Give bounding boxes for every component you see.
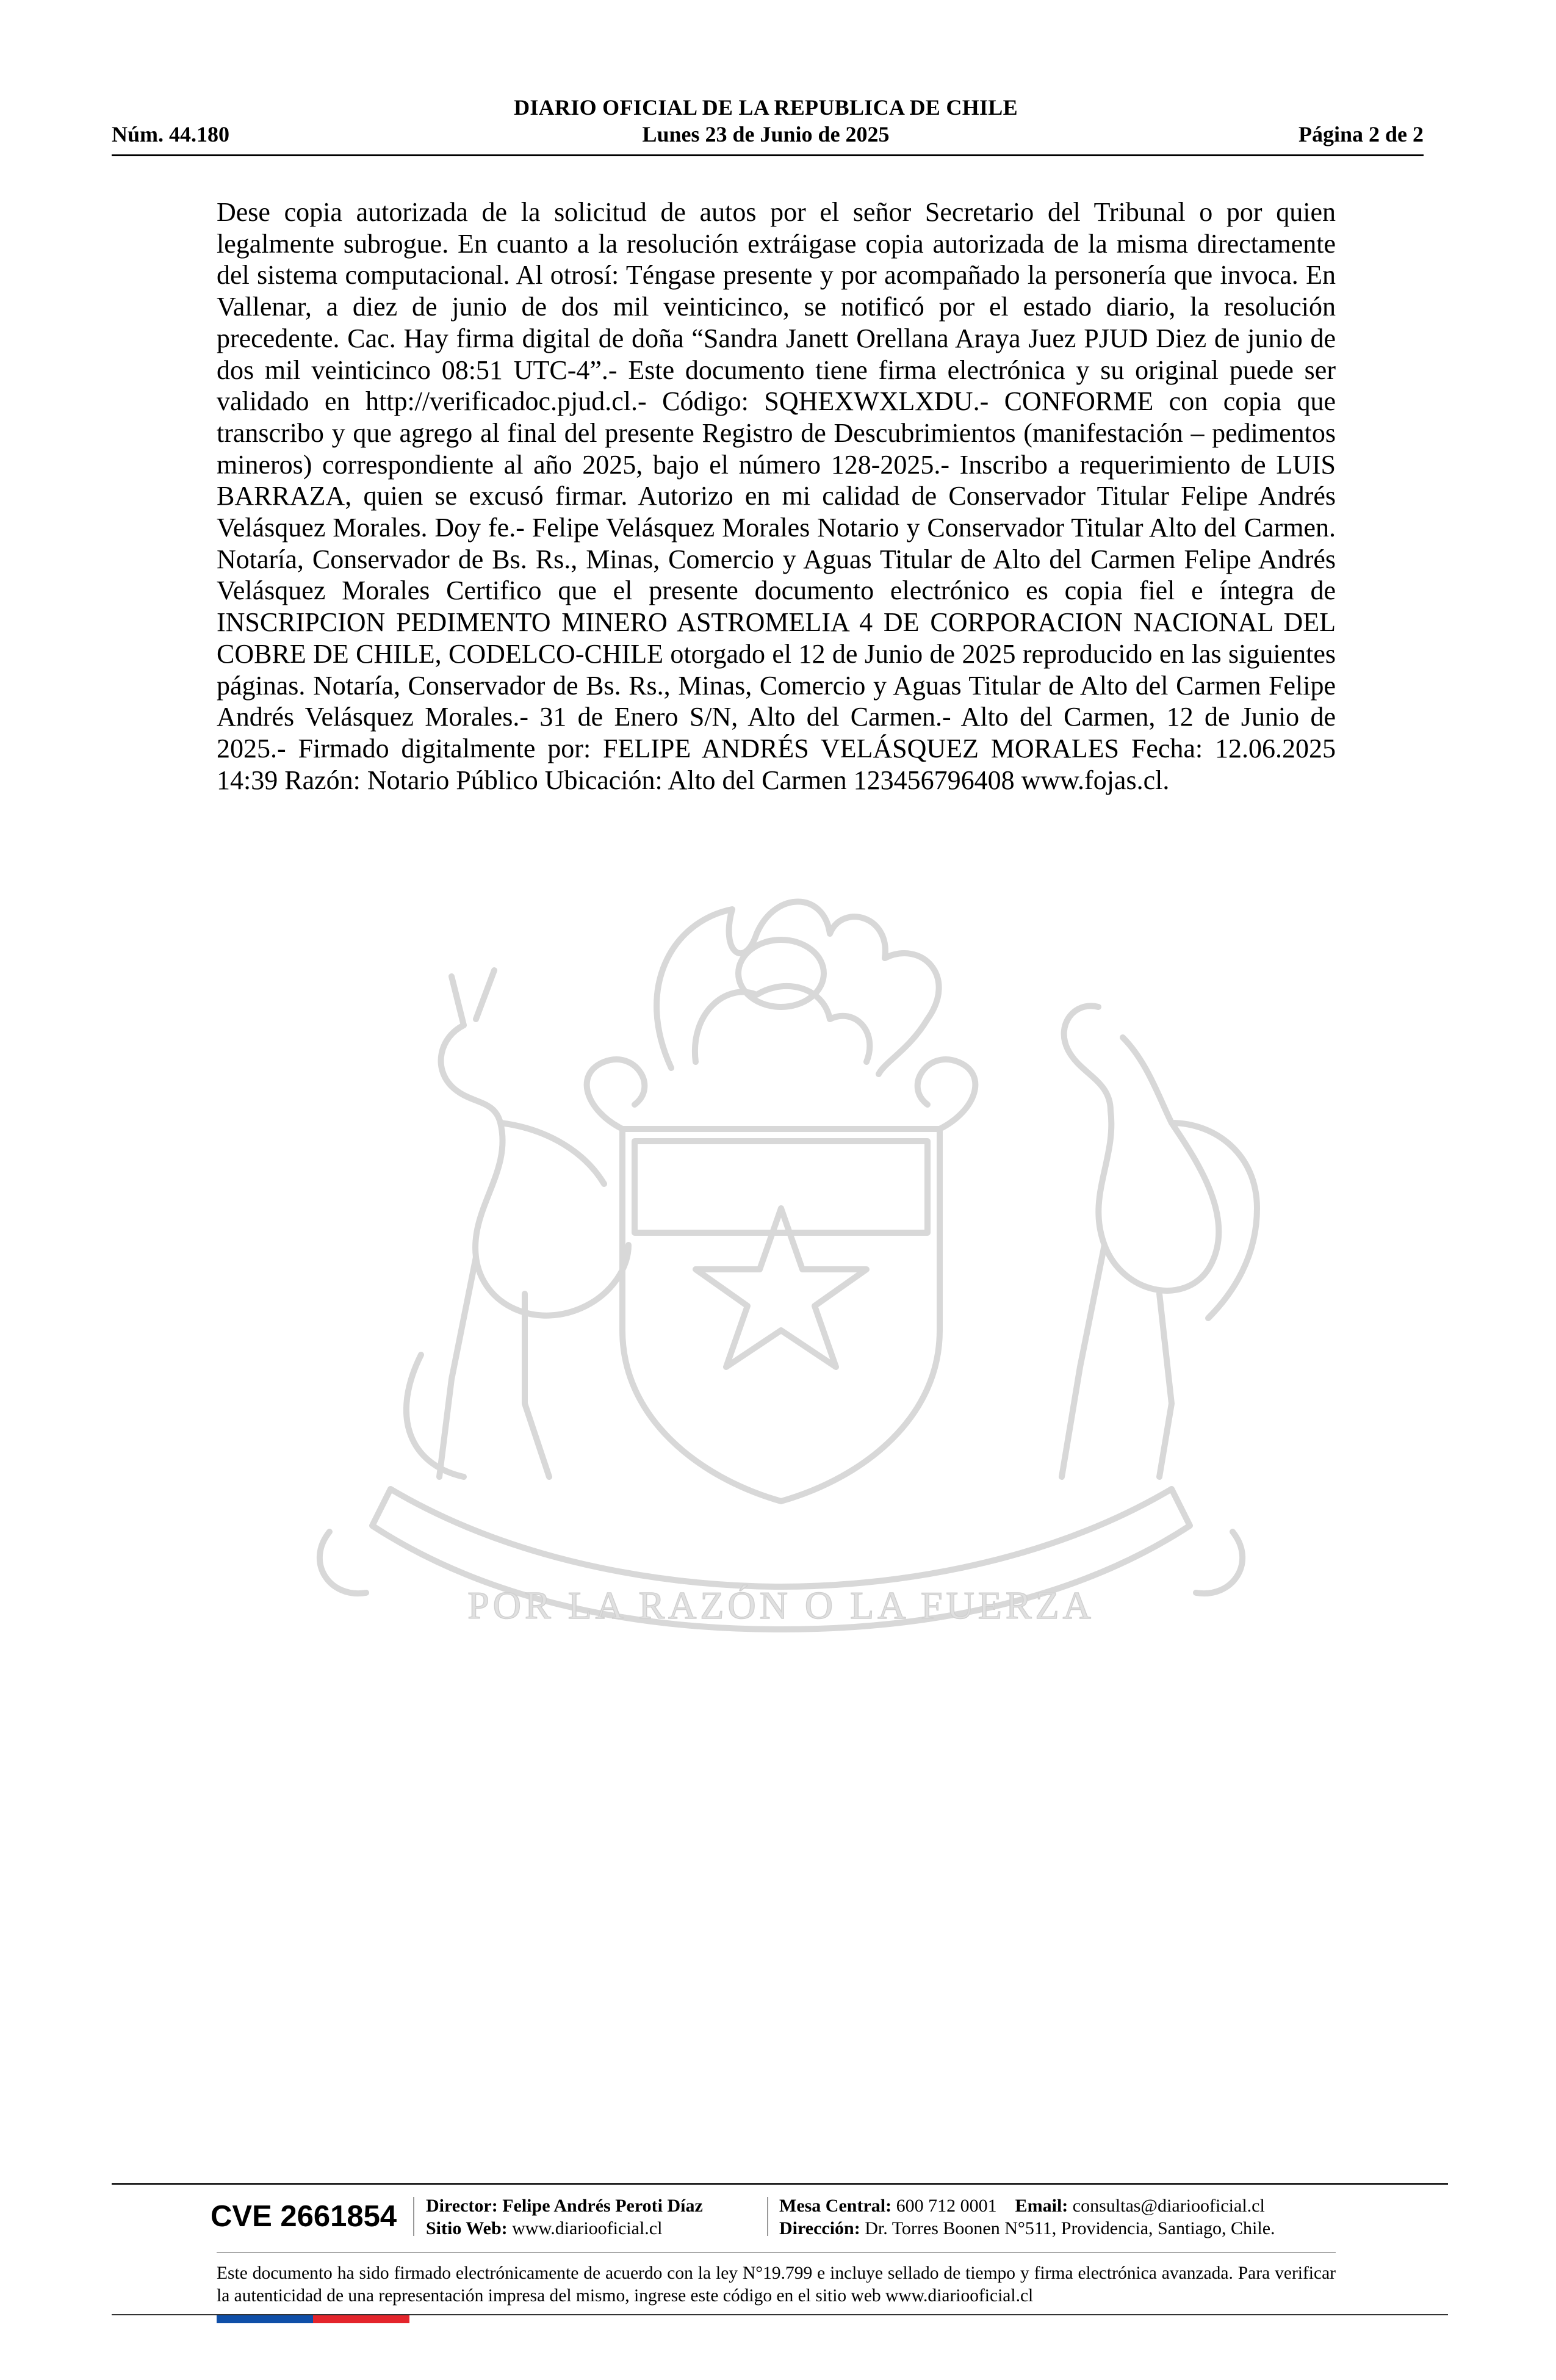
header-row [112,121,1424,150]
email-label: Email: [1015,2196,1068,2216]
flag-red-segment [313,2315,409,2323]
signature-disclaimer: Este documento ha sido firmado electrónicamente de acuerdo con la ley N°19.799 e incluye sellado de tiempo y firma electrónica avanzada. Para verificar la autenticidad de una representación impresa del mismo, ingrese este código en el sitio web www.diariooficial.cl [217,2263,1336,2306]
director-label: Director: [426,2196,498,2216]
issue-date: Lunes 23 de Junio de 2025 [642,122,890,146]
document-body: Dese copia autorizada de la solicitud de autos por el señor Secretario del Tribunal o por quien legalmente subrogue. En cuanto a la resolución extráigase copia autorizada de la misma directamente del sistema computacional. Al otrosí: Téngase presente y por acompañado la personería que invoca. En Vallenar, a diez de junio de dos mil veinticinco, se notificó por el estado diario, la resolución precedente. Cac. Hay firma digital de doña “Sandra Janett Orellana Araya Juez PJUD Diez de junio de dos mil veinticinco 08:51 UTC-4”.- Este documento tiene firma electrónica y su original puede ser validado en http://verificadoc.pjud.cl.- Código: SQHEXWXLXDU.- CONFORME con copia que transcribo y que agrego al final del presente Registro de Descubrimientos (manifestación – pedimentos mineros) correspondiente al año 2025, bajo el número 128-2025.- Inscribo a requerimiento de LUIS BARRAZA, quien se excusó firmar. Autorizo en mi calidad de Conservador Titular Felipe Andrés Velásquez Morales. Doy fe.- Felipe Velásquez Morales Notario y Conservador Titular Alto del Carmen. Notaría, Conservador de Bs. Rs., Minas, Comercio y Aguas Titular de Alto del Carmen Felipe Andrés Velásquez Morales Certifico que el presente documento electrónico es copia fiel e íntegra de INSCRIPCION PEDIMENTO MINERO ASTROMELIA 4 DE CORPORACION NACIONAL DEL COBRE DE CHILE, CODELCO-CHILE otorgado el 12 de Junio de 2025 reproducido en las siguientes páginas. Notaría, Conservador de Bs. Rs., Minas, Comercio y Aguas Titular de Alto del Carmen Felipe Andrés Velásquez Morales.- 31 de Enero S/N, Alto del Carmen.- Alto del Carmen, 12 de Junio de 2025.- Firmado digitalmente por: FELIPE ANDRÉS VELÁSQUEZ MORALES Fecha: 12.06.2025 14:39 Razón: Notario Público Ubicación: Alto del Carmen 123456796408 www.fojas.cl. [217,197,1336,795]
footer-divider-top [112,2183,1448,2185]
footer-separator [767,2197,768,2236]
web-line [426,2217,703,2240]
address-value: Dr. Torres Boonen N°511, Providencia, Santiago, Chile. [865,2218,1275,2238]
footer-separator [413,2197,414,2236]
web-label: Sitio Web: [426,2218,508,2238]
address-line [779,2217,1275,2240]
mesa-phone: 600 712 0001 [896,2196,997,2216]
email-address[interactable]: consultas@diariooficial.cl [1072,2196,1265,2216]
page-indicator: Página 2 de 2 [1298,122,1424,146]
issue-number: Núm. 44.180 [112,122,230,146]
address-label: Dirección: [779,2218,860,2238]
newspaper-title: DIARIO OFICIAL DE LA REPUBLICA DE CHILE [514,95,1018,120]
chile-flag-stripe [217,2315,409,2323]
watermark-motto: POR LA RAZÓN O LA FUERZA [467,1584,1095,1627]
coat-of-arms-watermark [207,867,1355,1660]
header-divider [112,154,1424,156]
director-line [426,2194,703,2217]
contact-line [779,2194,1275,2217]
web-link[interactable]: www.diariooficial.cl [512,2218,663,2238]
director-name: Felipe Andrés Peroti Díaz [502,2196,703,2216]
footer-divider-mid [217,2252,1336,2253]
cve-code: CVE 2661854 [211,2200,397,2233]
footer-contact-block [779,2194,1275,2240]
footer-director-block [426,2194,703,2240]
flag-blue-segment [217,2315,313,2323]
mesa-label: Mesa Central: [779,2196,892,2216]
